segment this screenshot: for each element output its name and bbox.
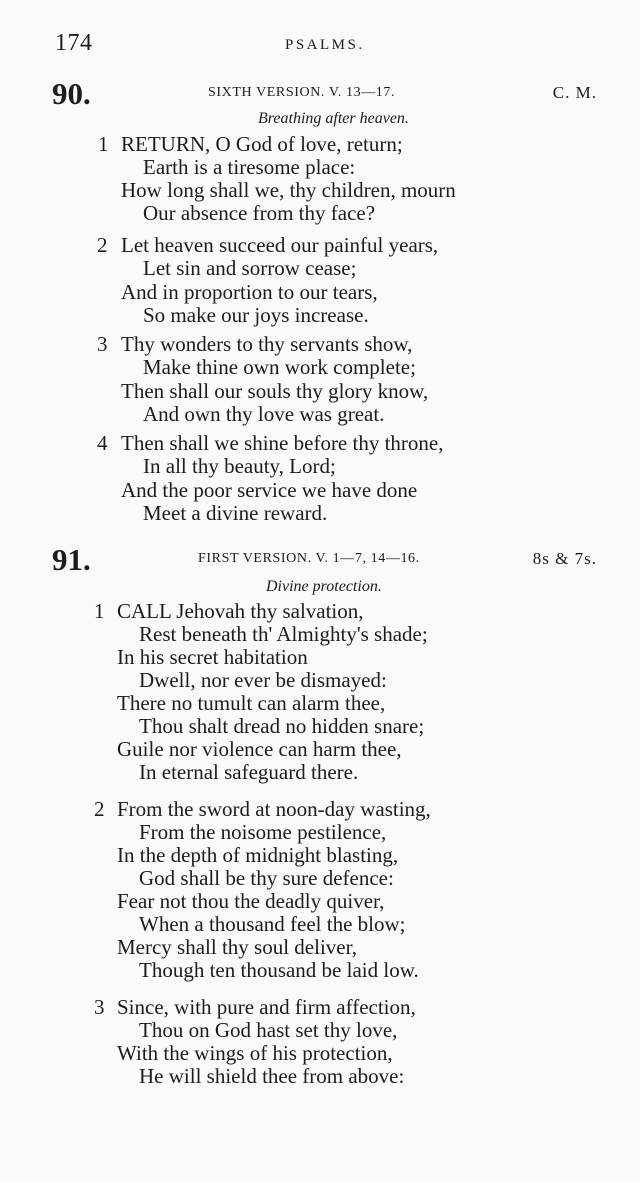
- verse-line: With the wings of his protection,: [117, 1041, 393, 1065]
- page-header: [55, 30, 590, 60]
- verse-line: Meet a divine reward.: [143, 501, 328, 525]
- hymn-number: 90.: [52, 76, 91, 111]
- verse-line: From the sword at noon-day wasting,: [117, 797, 431, 821]
- verse-line: Thy wonders to thy servants show,: [121, 332, 413, 356]
- hymn-number: 91.: [52, 542, 91, 577]
- hymn-meter: 8s & 7s.: [532, 549, 597, 568]
- verse-line: Let sin and sorrow cease;: [143, 256, 357, 280]
- verse-line: Then shall our souls thy glory know,: [121, 379, 429, 403]
- verse-line: Since, with pure and firm affection,: [117, 995, 416, 1019]
- verse-line: So make our joys increase.: [143, 303, 369, 327]
- hymn-91-heading: [52, 542, 597, 577]
- verse-number: 2: [97, 233, 108, 257]
- verse-line: In all thy beauty, Lord;: [143, 454, 336, 478]
- verse-line: God shall be thy sure defence:: [139, 866, 394, 890]
- verse-line: Then shall we shine before thy throne,: [121, 431, 444, 455]
- verse-line: Thou on God hast set thy love,: [139, 1018, 398, 1042]
- verse-line: Earth is a tiresome place:: [143, 155, 356, 179]
- verse-line: In eternal safeguard there.: [139, 760, 359, 784]
- verse-line: In the depth of midnight blasting,: [117, 843, 399, 867]
- verse-line: And the poor service we have done: [121, 478, 418, 502]
- verse-line: How long shall we, thy children, mourn: [121, 178, 456, 202]
- verse-line: Make thine own work complete;: [143, 355, 416, 379]
- verse-line: RETURN, O God of love, return;: [121, 132, 403, 156]
- hymn-version: FIRST VERSION. V. 1—7, 14—16.: [198, 551, 420, 566]
- verse-line: From the noisome pestilence,: [139, 820, 387, 844]
- verse-line: Rest beneath th' Almighty's shade;: [139, 622, 428, 646]
- verse-line: Though ten thousand be laid low.: [139, 958, 419, 982]
- verse-line: Mercy shall thy soul deliver,: [117, 935, 358, 959]
- verse-line: And in proportion to our tears,: [121, 280, 378, 304]
- hymn-meter: C. M.: [552, 83, 597, 102]
- page-number: 174: [55, 30, 93, 56]
- verse-line: In his secret habitation: [117, 645, 308, 669]
- verse-number: 1: [94, 599, 105, 623]
- verse-number: 3: [94, 995, 105, 1019]
- verse-line: And own thy love was great.: [143, 402, 385, 426]
- verse-number: 1: [98, 132, 109, 156]
- hymn-subtitle: Breathing after heaven.: [258, 110, 409, 127]
- verse-line: Let heaven succeed our painful years,: [121, 233, 439, 257]
- verse-line: Fear not thou the deadly quiver,: [117, 889, 385, 913]
- verse-line: When a thousand feel the blow;: [139, 912, 406, 936]
- verse-line: Our absence from thy face?: [143, 201, 376, 225]
- verse-number: 3: [97, 332, 108, 356]
- hymn-version: SIXTH VERSION. V. 13—17.: [208, 85, 396, 100]
- verse-line: CALL Jehovah thy salvation,: [117, 599, 364, 623]
- running-title: PSALMS.: [285, 37, 365, 53]
- verse-number: 2: [94, 797, 105, 821]
- verse-line: Thou shalt dread no hidden snare;: [139, 714, 425, 738]
- verse-line: There no tumult can alarm thee,: [117, 691, 386, 715]
- verse-line: Dwell, nor ever be dismayed:: [139, 668, 387, 692]
- verse-number: 4: [97, 431, 108, 455]
- hymn-90-heading: [52, 76, 597, 111]
- verse-line: He will shield thee from above:: [139, 1064, 405, 1088]
- hymn-subtitle: Divine protection.: [266, 578, 382, 595]
- verse-line: Guile nor violence can harm thee,: [117, 737, 402, 761]
